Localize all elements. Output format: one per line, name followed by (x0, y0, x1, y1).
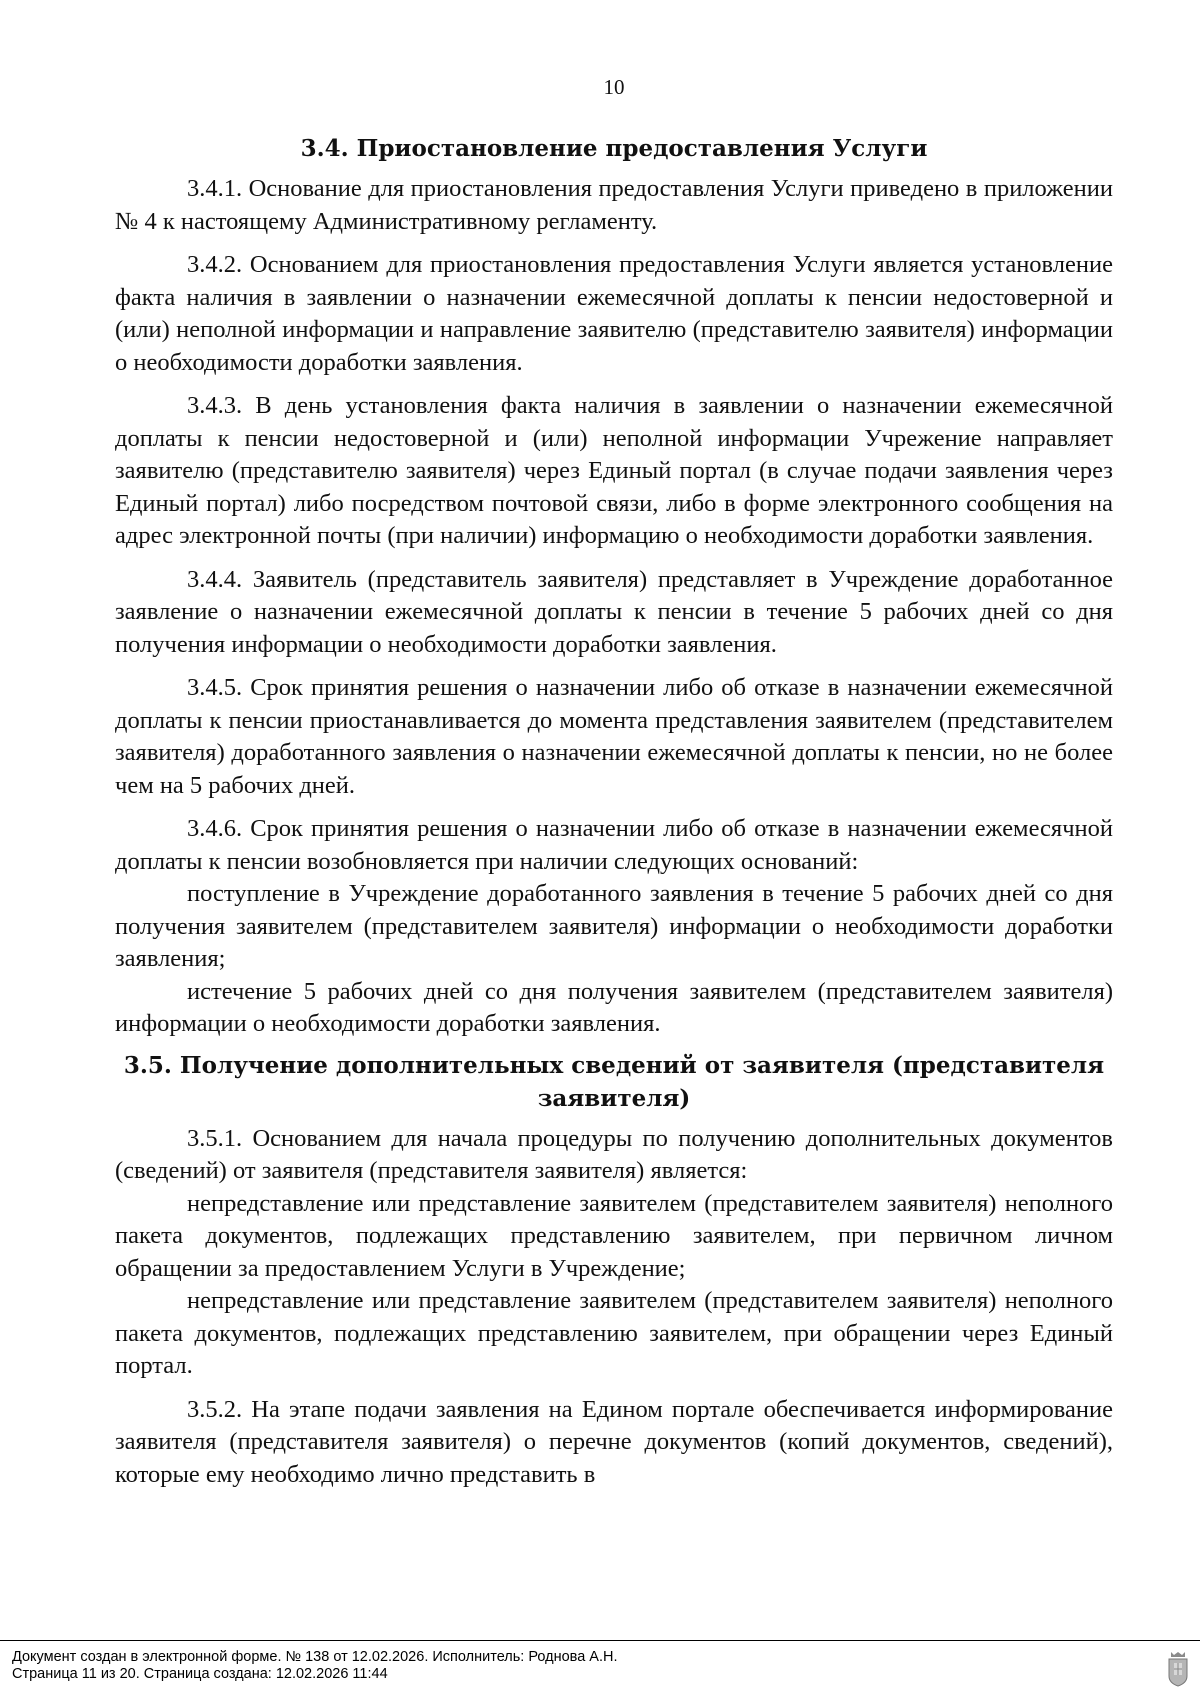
section-heading-3-4: 3.4. Приостановление предоставления Услуги (300, 135, 928, 162)
page-number: 10 (603, 75, 625, 99)
document-footer (0, 1640, 1200, 1699)
paragraph-3-4-1: 3.4.1. Основание для приостановления предоставления Услуги приведено в приложении № 4 к настоящему Административному регламенту. (115, 175, 1113, 235)
section-heading-3-5 (115, 1049, 1113, 1115)
footer-line-2: Страница 11 из 20. Страница создана: 12.02.2026 11:44 (12, 1666, 388, 1682)
paragraph-3-4-2: 3.4.2. Основанием для приостановления предоставления Услуги является установление факта наличия в заявлении о назначении ежемесячной доплаты к пенсии недостоверной и (или) неполной информации и направление заявителю (представителю заявителя) информации о необходимости доработки заявления. (115, 251, 1113, 376)
coat-of-arms-icon (1166, 1649, 1190, 1687)
paragraph-3-4-6: 3.4.6. Срок принятия решения о назначении либо об отказе в назначении ежемесячной доплаты к пенсии возобновляется при наличии следующих оснований: (115, 815, 1113, 875)
section-heading-3-5-line1: 3.5. Получение дополнительных сведений от заявителя (представителя (123, 1051, 1105, 1079)
section-heading-3-5-line2: заявителя) (537, 1084, 691, 1112)
list-item-3-5-1-b: непредставление или представление заявителем (представителем заявителя) неполного пакета документов, подлежащих представлению заявителем, при обращении через Единый портал. (115, 1287, 1113, 1379)
footer-text (12, 1649, 618, 1683)
document-body (115, 132, 1113, 1491)
list-item-3-4-6-b: истечение 5 рабочих дней со дня получения заявителем (представителем заявителя) информации о необходимости доработки заявления. (115, 977, 1113, 1037)
footer-line-1: Документ создан в электронной форме. № 138 от 12.02.2026. Исполнитель: Роднова А.Н. (12, 1649, 618, 1665)
paragraph-3-4-4: 3.4.4. Заявитель (представитель заявителя) представляет в Учреждение доработанное заявление о назначении ежемесячной доплаты к пенсии в течение 5 рабочих дней со дня получения информации о необходимости доработки заявления. (115, 565, 1113, 658)
paragraph-3-4-5: 3.4.5. Срок принятия решения о назначении либо об отказе в назначении ежемесячной доплаты к пенсии приостанавливается до момента представления заявителем (представителем заявителя) доработанного заявления о назначении ежемесячной доплаты к пенсии, но не более чем на 5 рабочих дней. (115, 674, 1113, 799)
list-item-3-5-1-a: непредставление или представление заявителем (представителем заявителя) неполного пакета документов, подлежащих представлению заявителем, при первичном личном обращении за предоставлением Услуги в Учреждение; (115, 1189, 1113, 1282)
paragraph-3-5-1: 3.5.1. Основанием для начала процедуры по получению дополнительных документов (сведений) от заявителя (представителя заявителя) является: (115, 1124, 1113, 1184)
paragraph-3-4-3: 3.4.3. В день установления факта наличия в заявлении о назначении ежемесячной доплаты к пенсии недостоверной и (или) неполной информации Учрежение направляет заявителю (представителю заявителя) через Единый портал (в случае подачи заявления через Единый портал) либо посредством почтовой связи, либо в форме электронного сообщения на адрес электронной почты (при наличии) информацию о необходимости доработки заявления. (115, 392, 1113, 549)
list-item-3-4-6-a: поступление в Учреждение доработанного заявления в течение 5 рабочих дней со дня получения заявителем (представителем заявителя) информации о необходимости доработки заявления; (115, 880, 1113, 972)
paragraph-3-5-2: 3.5.2. На этапе подачи заявления на Едином портале обеспечивается информирование заявителя (представителя заявителя) о перечне документов (копий документов, сведений), которые ему необходимо лично представить в (115, 1395, 1113, 1488)
